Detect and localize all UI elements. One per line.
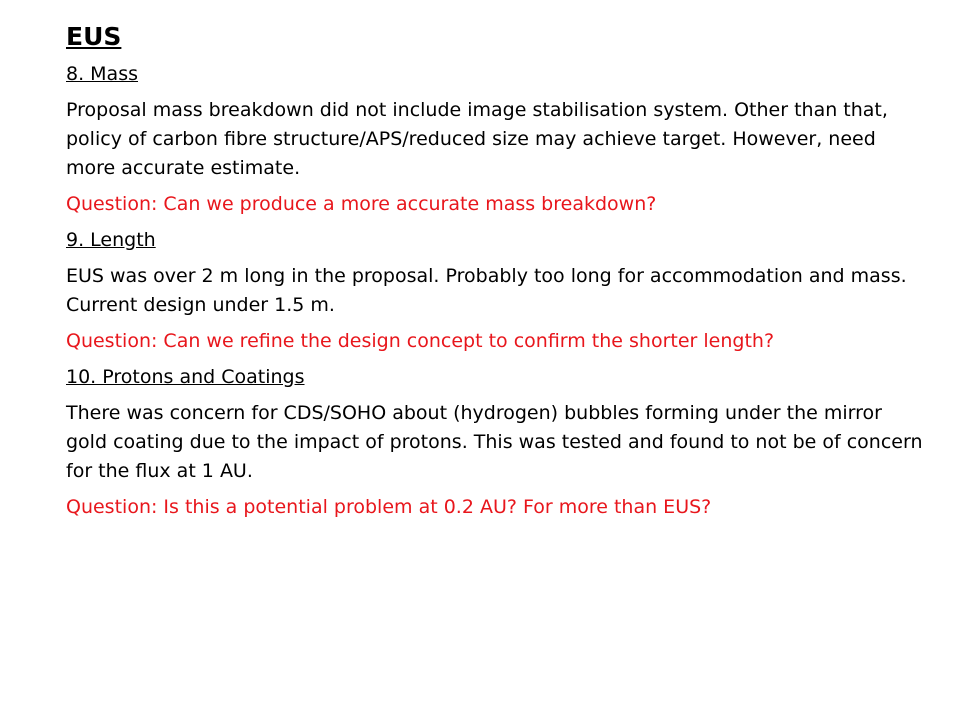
slide-title: EUS [66,22,122,51]
section-heading-mass: 8. Mass [66,63,139,85]
section-question-mass: Question: Can we produce a more accurate mass breakdown? [66,193,657,215]
section-heading-protons: 10. Protons and Coatings [66,366,305,388]
section-question-protons: Question: Is this a potential problem at 0.2 AU? For more than EUS? [66,496,712,518]
section-body-length: EUS was over 2 m long in the proposal. Probably too long for accommodation and mass. Current design under 1.5 m. [66,265,907,316]
section-question-length: Question: Can we refine the design concept to confirm the shorter length? [66,330,775,352]
section-length [66,226,926,356]
section-protons-coatings [66,363,926,522]
slide-content [66,20,926,529]
section-mass [66,60,926,219]
section-body-mass: Proposal mass breakdown did not include image stabilisation system. Other than that, policy of carbon fibre structure/APS/reduced size may achieve target. However, need more accurate estimate. [66,99,888,179]
section-heading-length: 9. Length [66,229,156,251]
section-body-protons: There was concern for CDS/SOHO about (hydrogen) bubbles forming under the mirror gold coating due to the impact of protons. This was tested and found to not be of concern for the flux at 1 AU. [66,402,923,482]
